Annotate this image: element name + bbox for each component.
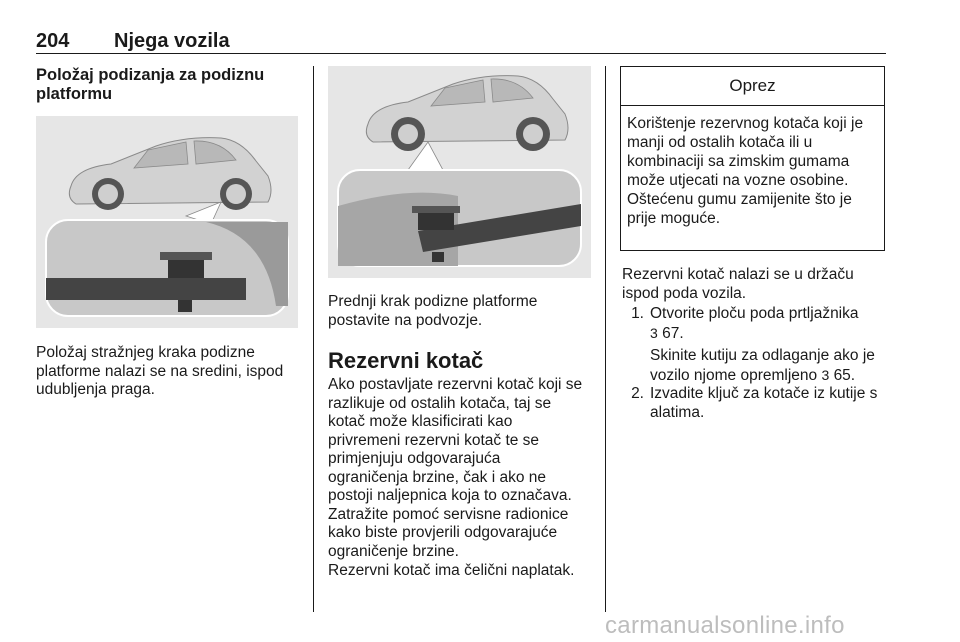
figure-front-lift-point <box>328 66 591 278</box>
step-1: 1. Otvorite ploču poda prtljažnika 3 67. Skinite kutiju za odlaganje ako je vozilo njome opremljeno 3 65. <box>622 305 887 385</box>
page-reference-icon: 3 <box>650 324 658 341</box>
section-heading-lift-position: Položaj podizanja za podiznu platformu <box>36 66 265 103</box>
column-divider-right <box>605 66 606 612</box>
step-2: 2. Izvadite ključ za kotače iz kutije s alatima. <box>622 385 887 422</box>
page-reference-icon: 3 <box>821 366 830 383</box>
intro-spare-location: Rezervni kotač nalazi se u držaču ispod poda vozila. <box>622 266 854 302</box>
column-divider-left <box>313 66 314 612</box>
figure-rear-lift-point <box>36 116 298 328</box>
page-reference: 65. <box>833 366 856 384</box>
caption-rear-lift: Položaj stražnjeg kraka podizne platforme nalazi se na sredini, ispod udubljenja praga. <box>36 344 284 398</box>
warning-box <box>620 66 885 251</box>
step-number: 2. <box>631 385 644 402</box>
paragraph-spare-wheel: Ako postavljate rezervni kotač koji se razlikuje od ostalih kotača, taj se kotač može klasificirati kao privremeni rezervni kotač te se primjenjuju odgovarajuća ograničenja brzine, čak i ako ne postoji naljepnica koja to označava. Zatražite pomoć servisne radionice kako biste provjerili odgovarajuće ograničenje brzine. <box>328 376 583 560</box>
page-number: 204 <box>36 30 70 52</box>
chapter-title: Njega vozila <box>114 30 230 52</box>
section-title-spare-wheel: Rezervni kotač <box>328 348 484 373</box>
page-reference: 67. <box>662 324 684 342</box>
watermark: carmanualsonline.info <box>605 612 845 639</box>
warning-text: Korištenje rezervnog kotača koji je manji od ostalih kotača ili u kombinaciji sa zimskim gumama može utjecati na vozne osobine. Oštećenu gumu zamijenite što je prije moguće. <box>627 115 864 227</box>
caption-front-lift: Prednji krak podizne platforme postavite na podvozje. <box>328 293 538 329</box>
header-rule <box>36 53 886 54</box>
step-number: 1. <box>631 305 644 322</box>
warning-title: Oprez <box>621 67 884 106</box>
paragraph-steel-rim: Rezervni kotač ima čelični naplatak. <box>328 562 575 579</box>
